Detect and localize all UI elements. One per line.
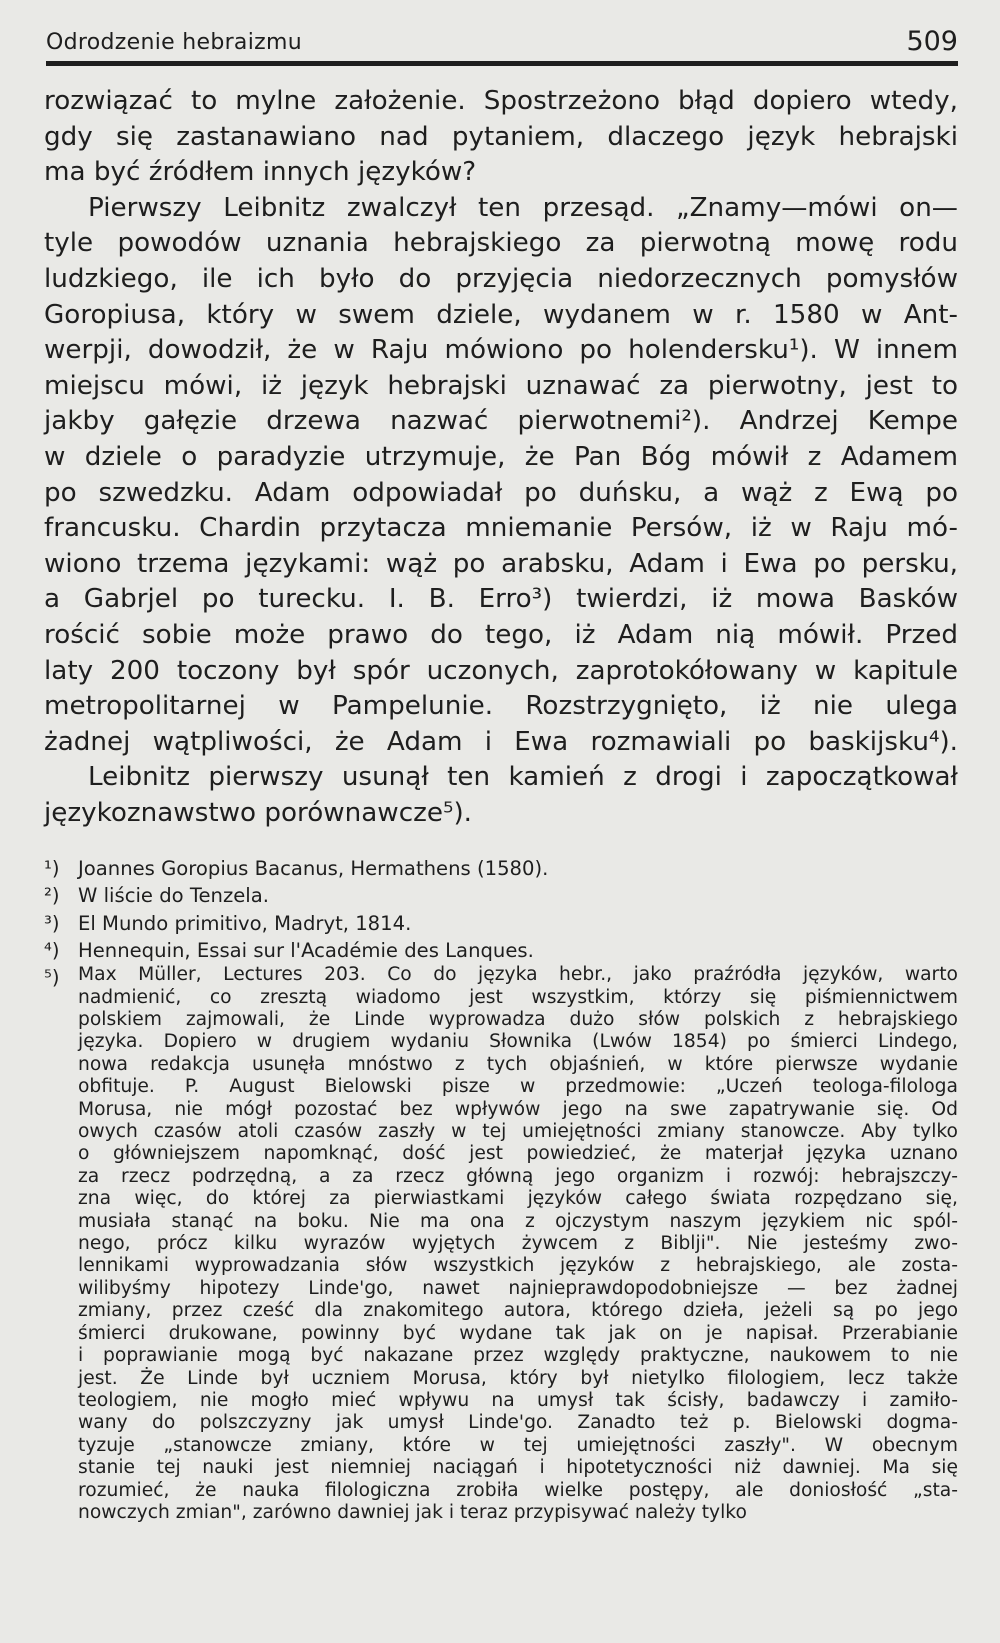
text-line: żadnej wątpliwości, że Adam i Ewa rozmawiali po baskijsku⁴). <box>44 726 958 757</box>
footnote-text: El Mundo primitivo, Madryt, 1814. <box>78 911 412 935</box>
footnotes <box>44 855 958 1524</box>
footnote-line: wany do polszczyzny jak umysł Linde'go. Zanadto też p. Bielowski dogma- <box>78 1412 958 1434</box>
footnote-line: zna więc, do której za pierwiastkami języków całego świata rozpędzano się, <box>78 1188 958 1210</box>
footnote-1 <box>44 855 958 882</box>
text-line: językoznawstwo porównawcze⁵). <box>44 797 473 828</box>
text-line: laty 200 toczony był spór uczonych, zaprotokółowany w kapitule <box>44 655 958 686</box>
footnote-line: nego, prócz kilku wyrazów wyjętych żywcem z Biblji". Nie jesteśmy zwo- <box>78 1233 958 1255</box>
footnote-line: tyzuje „stanowcze zmiany, które w tej umiejętności zaszły". W obecnym <box>78 1434 958 1456</box>
running-title: Odrodzenie hebraizmu <box>46 30 302 55</box>
footnote-line: wilibyśmy hipotezy Linde'go, nawet najnieprawdopodobniejsze — bez żadnej <box>78 1277 958 1299</box>
footnote-line: rozumieć, że nauka filologiczna zrobiła wielke postępy, ale doniosłość „sta- <box>78 1479 958 1501</box>
footnote-marker: ⁴) <box>44 938 60 962</box>
text-line: rozwiązać to mylne założenie. Spostrzeżono błąd dopiero wtedy, <box>44 86 958 116</box>
footnote-line: nowczych zmian", zarówno dawniej jak i teraz przypisywać należy tylko <box>78 1501 747 1523</box>
footnote-line: nadmienić, co zresztą wiadomo jest wszystkim, którzy się piśmiennictwem <box>78 986 958 1008</box>
footnote-line: nowa redakcja usunęła mnóstwo z tych objaśnień, w które pierwsze wydanie <box>78 1053 958 1075</box>
footnote-text: Hennequin, Essai sur l'Académie des Lanques. <box>78 938 534 962</box>
footnote-line: obfituje. P. August Bielowski pisze w przedmowie: „Uczeń teologa-filologa <box>78 1076 958 1098</box>
footnote-line: jest. Że Linde był uczniem Morusa, który był nietylko filologiem, lecz także <box>78 1367 958 1389</box>
text-line: Pierwszy Leibnitz zwalczył ten przesąd. „Znamy—mówi on— <box>88 192 958 223</box>
footnote-4 <box>44 937 958 964</box>
footnote-text: W liście do Tenzela. <box>78 884 269 908</box>
footnote-line: lennikami wyprowadzania słów wszystkich języków z hebrajskiego, ale zosta- <box>78 1255 958 1277</box>
text-line: francusku. Chardin przytacza mniemanie Persów, iż w Raju mó- <box>44 513 958 544</box>
text-line: wiono trzema językami: wąż po arabsku, Adam i Ewa po persku, <box>44 548 958 579</box>
text-line: rościć sobie może prawo do tego, iż Adam nią mówił. Przed <box>44 619 958 650</box>
text-line: jakby gałęzie drzewa nazwać pierwotnemi²). Andrzej Kempe <box>44 406 958 437</box>
text-line: miejscu mówi, iż język hebrajski uznawać za pierwotny, jest to <box>44 370 958 401</box>
footnote-line: stanie tej nauki jest niemniej naciągań i hipotetyczności niż dawniej. Ma się <box>78 1457 958 1479</box>
footnote-line: polskiem zajmowali, że Linde wyprowadza dużo słów polskich z hebrajskiego <box>78 1009 958 1030</box>
footnote-line: musiała stanąć na boku. Nie ma ona z ojczystym naszym językiem nic spól- <box>78 1210 958 1232</box>
text-line: Leibnitz pierwszy usunął ten kamień z drogi i zapoczątkował <box>88 762 958 793</box>
footnote-marker: ¹) <box>44 857 60 880</box>
footnote-line: o główniejszem napomknąć, dość jest powiedzieć, że materjał języka uznano <box>78 1143 958 1165</box>
main-text <box>44 84 958 831</box>
footnote-marker: ²) <box>44 884 60 908</box>
text-line: werpji, dowodził, że w Raju mówiono po holendersku¹). W innem <box>44 335 958 366</box>
footnote-marker: ⁵) <box>44 966 60 990</box>
footnote-marker: ³) <box>44 911 60 935</box>
footnote-3 <box>44 910 958 937</box>
footnote-5 <box>44 964 958 1524</box>
text-line: metropolitarnej w Pampelunie. Rozstrzygnięto, iż nie ulega <box>44 691 958 722</box>
text-line: a Gabrjel po turecku. I. B. Erro³) twierdzi, iż mowa Basków <box>44 584 958 615</box>
text-line: ludzkiego, ile ich było do przyjęcia niedorzecznych pomysłów <box>44 263 958 294</box>
footnote-line: Max Müller, Lectures 203. Co do języka hebr., jako praźródła języków, warto <box>78 964 958 986</box>
text-line: tyle powodów uznania hebrajskiego za pierwotną mowę rodu <box>44 228 958 259</box>
footnote-2 <box>44 882 958 909</box>
footnote-line: Morusa, nie mógł pozostać bez wpływów jego na swe zapatrywanie się. Od <box>78 1098 958 1120</box>
footnote-line: zmiany, przez cześć dla znakomitego autora, którego dzieła, jeżeli są po jego <box>78 1300 958 1322</box>
text-line: gdy się zastanawiano nad pytaniem, dlaczego język hebrajski <box>44 121 958 152</box>
footnote-text: Joannes Goropius Bacanus, Hermathens (1580). <box>78 857 549 880</box>
text-line: Goropiusa, który w swem dziele, wydanem w r. 1580 w Ant- <box>44 299 958 330</box>
page-number: 509 <box>906 26 958 57</box>
header-rule <box>46 61 958 66</box>
footnote-line: teologiem, nie mogło mieć wpływu na umysł tak ścisły, badawczy i zamiło- <box>78 1389 958 1411</box>
footnote-line: owych czasów atoli czasów zaszły w tej umiejętności zmiany stanowcze. Aby tylko <box>78 1121 958 1143</box>
text-line: ma być źródłem innych języków? <box>44 157 477 188</box>
footnote-line: i poprawianie mogą być nakazane przez względy praktyczne, naukowem to nie <box>78 1345 958 1367</box>
footnote-line: za rzecz podrzędną, a za rzecz główną jego organizm i rozwój: hebrajszczy- <box>78 1165 958 1187</box>
text-line: po szwedzku. Adam odpowiadał po duńsku, a wąż z Ewą po <box>44 477 958 508</box>
footnote-line: języka. Dopiero w drugiem wydaniu Słownika (Lwów 1854) po śmierci Lindego, <box>78 1031 958 1053</box>
text-line: w dziele o paradyzie utrzymuje, że Pan Bóg mówił z Adamem <box>44 441 958 472</box>
footnote-text <box>78 964 958 1524</box>
running-head <box>46 22 958 62</box>
footnote-line: śmierci drukowane, powinny być wydane tak jak on je napisał. Przerabianie <box>78 1322 958 1344</box>
